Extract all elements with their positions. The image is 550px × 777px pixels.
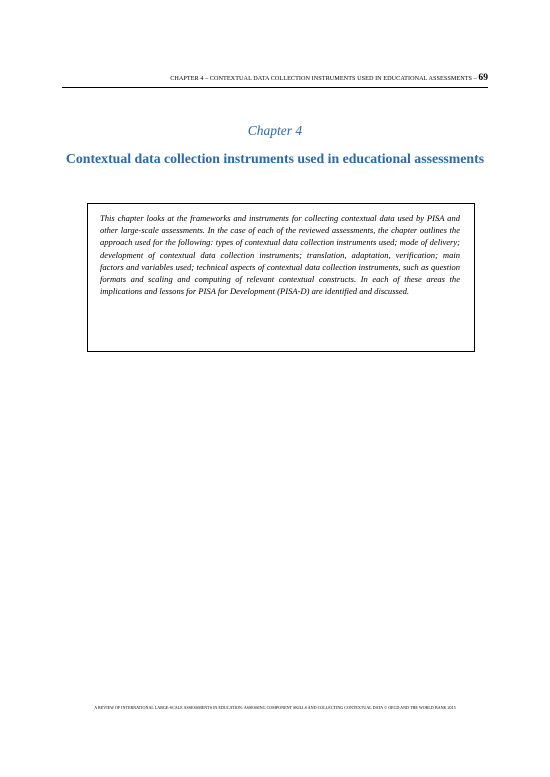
page-number: 69 [478,73,488,83]
running-footer: A REVIEW OF INTERNATIONAL LARGE-SCALE ASSESSMENTS IN EDUCATION: ASSESSING COMPONENT SKILLS AND COLLECTING CONTEXTUAL DATA © OECD AND THE WORLD BANK 2015 [94,705,456,710]
running-header-title: CHAPTER 4 – CONTEXTUAL DATA COLLECTION INSTRUMENTS USED IN EDUCATIONAL ASSESSMENTS – [170,75,479,82]
chapter-abstract-text: This chapter looks at the frameworks and instruments for collecting contextual data used by PISA and other large-scale assessments. In the case of each of the reviewed assessments, the chapter outlines the approach used for the following: types of contextual data collection instruments used; mode of delivery; development of contextual data collection instruments; translation, adaptation, verification; main factors and variables used; technical aspects of contextual data collection instruments, such as question formats and scaling and computing of relevant contextual constructs. In each of these areas the implications and lessons for PISA for Development (PISA-D) are identified and discussed. [100,213,460,297]
chapter-title: Contextual data collection instruments used in educational assessments [65,151,485,166]
chapter-abstract-box [87,203,475,352]
chapter-label: Chapter 4 [247,123,303,138]
running-header [62,73,488,83]
header-rule [62,87,488,88]
